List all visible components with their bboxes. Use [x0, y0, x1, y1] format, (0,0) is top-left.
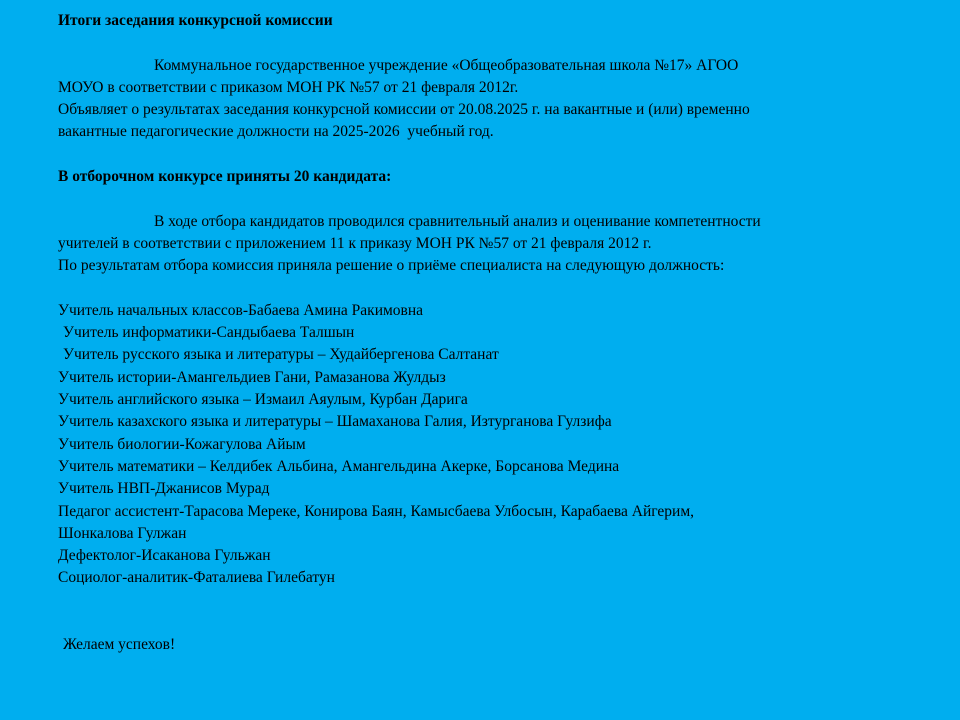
selection-line-2: учителей в соответствии с приложением 11 к приказу МОН РК №57 от 21 февраля 2012 г. — [58, 234, 652, 252]
selection-line-3: По результатам отбора комиссия приняла решение о приёме специалиста на следующую должность: — [58, 257, 725, 275]
spacer — [58, 188, 920, 210]
intro-line-3: Объявляет о результатах заседания конкурсной комиссии от 20.08.2025 г. на вакантные и (или) временно — [58, 101, 750, 119]
appointment-item: Учитель казахского языка и литературы – Шамаханова Галия, Изтурганова Гулзифа — [58, 413, 612, 431]
spacer — [58, 590, 920, 635]
appointment-item: Педагог ассистент-Тарасова Мереке, Конирова Баян, Камысбаева Улбосын, Карабаева Айгерим, — [58, 502, 695, 520]
appointment-item: Учитель математики – Келдибек Альбина, Амангельдина Акерке, Борсанова Медина — [58, 457, 620, 475]
appointment-item: Социолог-аналитик-Фаталиева Гилебатун — [58, 569, 335, 587]
closing-text: Желаем успехов! — [63, 636, 176, 654]
appointment-item: Шонкалова Гулжан — [58, 524, 187, 542]
appointment-item: Учитель биологии-Кожагулова Айым — [58, 435, 306, 453]
spacer — [58, 278, 920, 300]
appointment-item: Дефектолог-Исаканова Гульжан — [58, 547, 271, 565]
intro-line-2: МОУО в соответствии с приказом МОН РК №57 от 21 февраля 2012г. — [58, 78, 519, 96]
intro-line-1: Коммунальное государственное учреждение «Общеобразовательная школа №17» АГОО — [154, 56, 739, 74]
appointment-item: Учитель истории-Амангельдиев Гани, Рамазанова Жулдыз — [58, 368, 446, 386]
appointments-list — [58, 300, 920, 590]
spacer — [58, 144, 920, 166]
appointment-item: Учитель информатики-Сандыбаева Талшын — [63, 324, 355, 342]
appointment-item: Учитель английского языка – Измаил Аяулым, Курбан Дарига — [58, 391, 468, 409]
spacer — [58, 32, 920, 54]
appointment-item: Учитель НВП-Джанисов Мурад — [58, 480, 270, 498]
appointment-item: Учитель русского языка и литературы – Худайбергенова Салтанат — [63, 346, 499, 364]
appointment-item: Учитель начальных классов-Бабаева Амина Ракимовна — [58, 301, 424, 319]
page-title: Итоги заседания конкурсной комиссии — [58, 12, 333, 29]
intro-line-4: вакантные педагогические должности на 2025-2026 учебный год. — [58, 123, 494, 141]
selection-line-1: В ходе отбора кандидатов проводился сравнительный анализ и оценивание компетентности — [154, 212, 761, 230]
section-subtitle: В отборочном конкурсе приняты 20 кандидата: — [58, 168, 392, 186]
